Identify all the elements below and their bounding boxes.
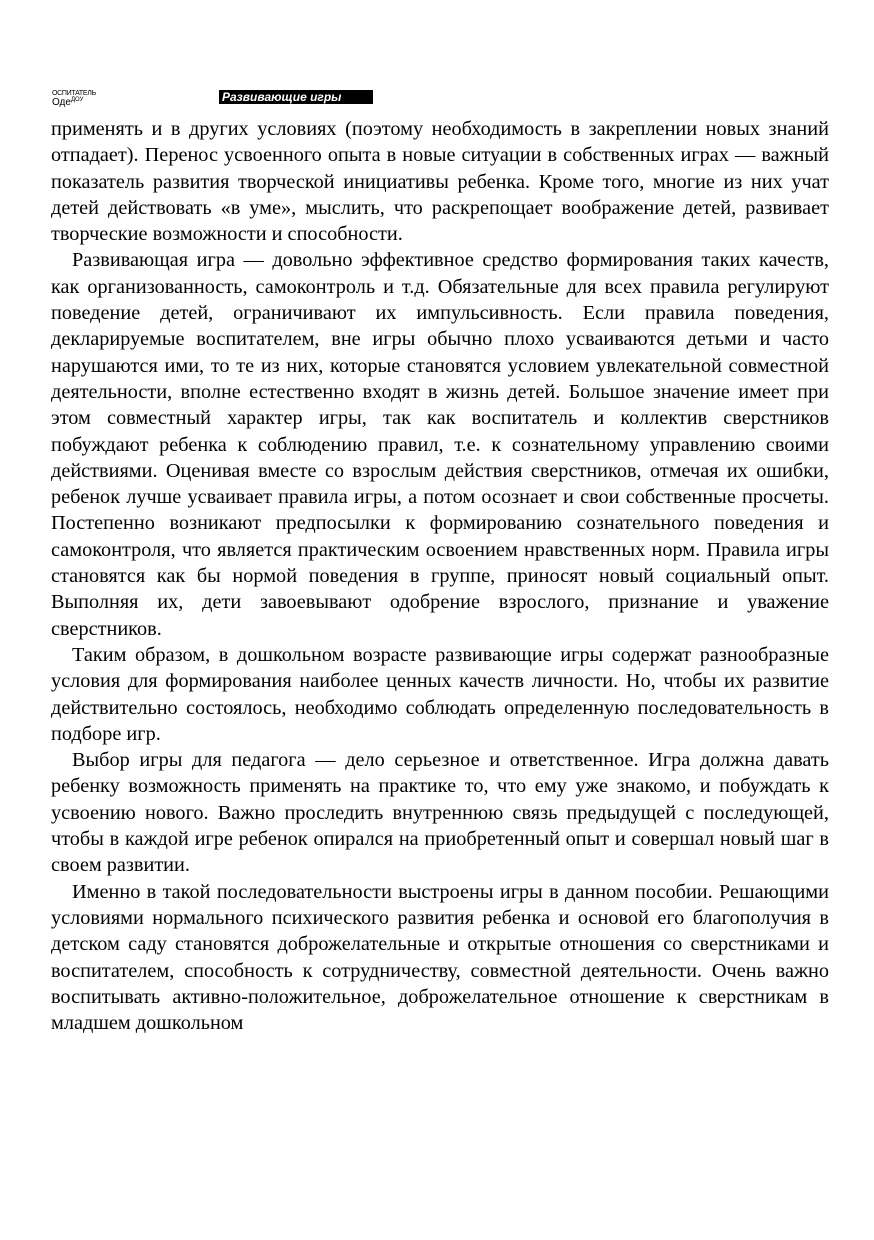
paragraph-5: Именно в такой последовательности выстроены игры в данном пособии. Решающими условиями нормального психического развития ребенка и основой его благополучия в детском саду становятся доброжелательные и открытые отношения со сверстниками и воспитателем, способность к сотрудничеству, совместной деятельности. Очень важно воспитывать активно-положительное, доброжелательное отношение к сверстникам в младшем дошкольном [51,880,829,1035]
paragraph-1: применять и в других условиях (поэтому необходимость в закреплении новых знаний отпадает). Перенос усвоенного опыта в новые ситуации в собственных играх — важный показатель развития творческой инициативы ребенка. Кроме того, многие из них учат детей действовать «в уме», мыслить, что раскрепощает воображение детей, развивает творческие возможности и способности. [51,118,829,246]
logo-superscript: ДОУ [70,97,84,103]
publisher-logo [52,90,96,108]
logo-line-2-text: Оде [52,97,71,108]
paragraph-4: Выбор игры для педагога — дело серьезное и ответственное. Игра должна давать ребенку возможность применять на практике то, что ему уже знакомо, и побуждать к усвоению нового. Важно проследить внутреннюю связь предыдущей с последующей, чтобы в каждой игре ребенок опирался на приобретенный опыт и совершал новый шаг в своем развитии. [51,749,829,877]
body-text [51,116,829,1036]
logo-line-1: ОСПИТАТЕЛЬ [52,90,96,97]
paragraph-2: Развивающая игра — довольно эффективное средство формирования таких качеств, как организованность, самоконтроль и т.д. Обязательные для всех правила регулируют поведение детей, ограничивают их импульсивность. Если правила поведения, декларируемые воспитателем, вне игры обычно плохо усваиваются детьми и часто нарушаются ими, то те из них, которые становятся условием увлекательной совместной деятельности, вполне естественно входят в жизнь детей. Большое значение имеет при этом совместный характер игры, так как воспитатель и коллектив сверстников побуждают ребенка к соблюдению правил, т.е. к сознательному управлению своими действиями. Оценивая вместе со взрослым действия сверстников, отмечая их ошибки, ребенок лучше усваивает правила игры, а потом осознает и свои собственные просчеты. Постепенно возникают предпосылки к формированию сознательного поведения и самоконтроля, что является практическим освоением нравственных норм. Правила игры становятся как бы нормой поведения в группе, приносят новый социальный опыт. Выполняя их, дети завоевывают одобрение взрослого, признание и уважение сверстников. [51,249,829,640]
paragraph-3: Таким образом, в дошкольном возрасте развивающие игры содержат разнообразные условия для формирования наиболее ценных качеств личности. Но, чтобы их развитие действительно состоялось, необходимо соблюдать определенную последовательность в подборе игр. [51,643,829,745]
running-header-title: Развивающие игры [219,90,373,104]
logo-line-2 [52,97,96,108]
